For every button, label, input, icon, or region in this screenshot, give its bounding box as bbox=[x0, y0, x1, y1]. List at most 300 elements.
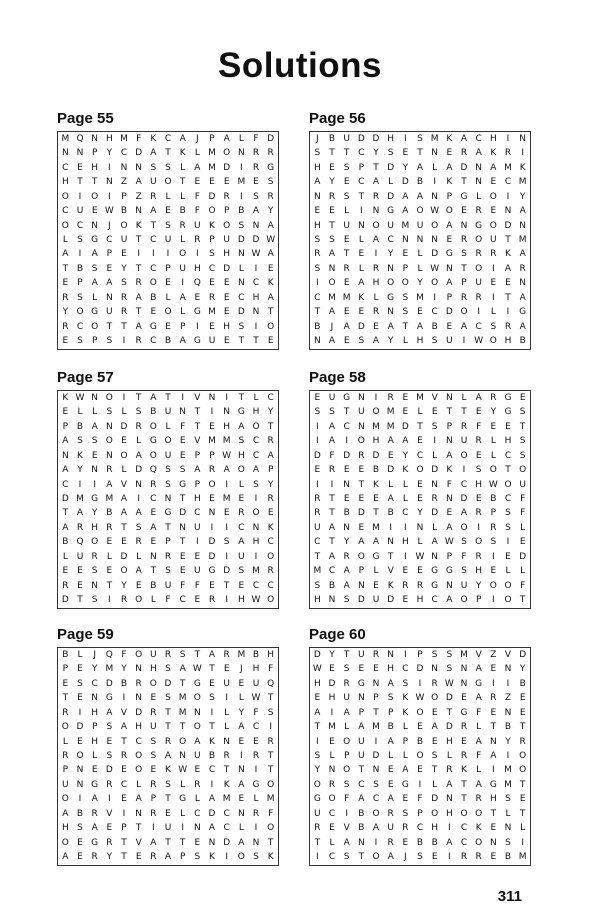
grid-letter: F bbox=[417, 794, 423, 805]
grid-letter: C bbox=[62, 479, 69, 490]
grid-letter: S bbox=[387, 693, 394, 704]
grid-letter: I bbox=[93, 479, 96, 490]
grid-letter: D bbox=[328, 678, 336, 689]
grid-letter: Q bbox=[149, 465, 157, 476]
grid-letter: L bbox=[165, 421, 171, 432]
grid-letter: U bbox=[164, 580, 172, 591]
grid-letter: D bbox=[237, 234, 245, 245]
grid-letter: I bbox=[433, 436, 436, 447]
grid-letter: N bbox=[91, 392, 99, 403]
grid-letter: R bbox=[150, 779, 157, 790]
grid-letter: I bbox=[492, 678, 495, 689]
grid-letter: T bbox=[505, 234, 511, 245]
grid-letter: I bbox=[225, 551, 228, 562]
grid-letter: N bbox=[76, 779, 84, 790]
grid-letter: T bbox=[358, 479, 365, 490]
grid-letter: G bbox=[193, 336, 201, 347]
grid-letter: N bbox=[504, 206, 512, 217]
grid-letter: D bbox=[223, 566, 231, 577]
grid-letter: E bbox=[209, 493, 215, 504]
grid-letter: I bbox=[506, 191, 510, 202]
grid-letter: S bbox=[77, 336, 83, 347]
grid-letter: U bbox=[164, 450, 172, 461]
grid-letter: A bbox=[387, 736, 394, 747]
grid-letter: U bbox=[208, 336, 216, 347]
grid-letter: R bbox=[372, 191, 380, 202]
grid-letter: T bbox=[121, 837, 127, 848]
grid-letter: Y bbox=[106, 852, 113, 863]
grid-letter: S bbox=[314, 750, 321, 761]
grid-letter: T bbox=[267, 307, 274, 318]
grid-letter: Q bbox=[76, 133, 84, 144]
grid-letter: C bbox=[194, 808, 201, 819]
grid-letter: E bbox=[223, 177, 230, 188]
grid-letter: M bbox=[372, 522, 380, 533]
grid-letter: C bbox=[504, 493, 512, 504]
grid-letter: S bbox=[91, 566, 98, 577]
grid-letter: A bbox=[343, 707, 350, 718]
grid-letter: G bbox=[208, 566, 216, 577]
grid-letter: D bbox=[431, 508, 439, 519]
grid-letter: D bbox=[164, 678, 172, 689]
grid-letter: D bbox=[460, 162, 468, 173]
grid-letter: Z bbox=[135, 191, 142, 202]
grid-letter: K bbox=[209, 220, 215, 231]
grid-letter: I bbox=[506, 750, 510, 761]
grid-letter: E bbox=[194, 292, 201, 303]
grid-letter: O bbox=[149, 421, 157, 432]
grid-letter: B bbox=[416, 837, 424, 848]
puzzle-panel bbox=[57, 625, 279, 866]
grid-letter: S bbox=[417, 133, 423, 144]
grid-letter: W bbox=[251, 249, 261, 260]
grid-letter: S bbox=[343, 162, 350, 173]
grid-letter: A bbox=[91, 823, 98, 834]
grid-letter: A bbox=[76, 508, 84, 519]
grid-letter: P bbox=[461, 278, 467, 289]
grid-letter: O bbox=[519, 750, 527, 761]
grid-letter: E bbox=[209, 580, 215, 591]
grid-letter: W bbox=[444, 537, 454, 548]
grid-letter: I bbox=[418, 779, 422, 790]
grid-letter: M bbox=[518, 852, 527, 863]
grid-letter: H bbox=[135, 722, 143, 733]
grid-letter: E bbox=[490, 278, 497, 289]
grid-letter: O bbox=[149, 278, 157, 289]
grid-letter: M bbox=[61, 133, 70, 144]
grid-letter: B bbox=[208, 750, 216, 761]
grid-letter: N bbox=[401, 234, 409, 245]
grid-letter: T bbox=[165, 722, 171, 733]
grid-letter: G bbox=[460, 707, 468, 718]
grid-letter: E bbox=[402, 837, 409, 848]
grid-letter: B bbox=[179, 206, 186, 217]
grid-letter: T bbox=[77, 595, 83, 606]
grid-letter: U bbox=[194, 522, 201, 533]
grid-letter: E bbox=[446, 148, 453, 159]
grid-letter: L bbox=[432, 779, 438, 790]
grid-letter: T bbox=[267, 693, 274, 704]
grid-letter: H bbox=[401, 537, 409, 548]
grid-letter: N bbox=[135, 479, 143, 490]
grid-letter: G bbox=[504, 392, 512, 403]
grid-letter: L bbox=[417, 407, 423, 418]
grid-letter: O bbox=[475, 808, 483, 819]
grid-letter: L bbox=[150, 595, 156, 606]
grid-letter: I bbox=[108, 162, 111, 173]
grid-letter: O bbox=[164, 307, 172, 318]
grid-letter: O bbox=[372, 220, 380, 231]
grid-letter: E bbox=[490, 206, 497, 217]
grid-letter: O bbox=[431, 220, 439, 231]
grid-letter: S bbox=[238, 220, 245, 231]
grid-letter: S bbox=[77, 436, 83, 447]
grid-letter: R bbox=[150, 852, 157, 863]
grid-letter: N bbox=[328, 765, 336, 776]
grid-letter: L bbox=[62, 736, 68, 747]
grid-letter: T bbox=[373, 707, 379, 718]
grid-letter: G bbox=[475, 678, 483, 689]
grid-letter: U bbox=[314, 522, 321, 533]
grid-letter: A bbox=[238, 779, 245, 790]
grid-letter: O bbox=[504, 595, 512, 606]
grid-letter: K bbox=[446, 177, 453, 188]
grid-letter: I bbox=[433, 177, 436, 188]
word-search-grid bbox=[57, 390, 279, 609]
grid-letter: H bbox=[267, 649, 275, 660]
grid-letter: A bbox=[328, 307, 336, 318]
grid-letter: C bbox=[358, 148, 365, 159]
grid-letter: E bbox=[490, 852, 497, 863]
grid-letter: A bbox=[91, 794, 98, 805]
grid-letter: N bbox=[179, 407, 187, 418]
grid-letter: O bbox=[372, 407, 380, 418]
grid-letter: E bbox=[62, 566, 69, 577]
grid-letter: L bbox=[194, 794, 200, 805]
grid-letter: R bbox=[460, 722, 468, 733]
grid-letter: O bbox=[61, 191, 69, 202]
grid-letter: E bbox=[91, 450, 98, 461]
grid-letter: N bbox=[357, 392, 365, 403]
grid-letter: F bbox=[476, 421, 482, 432]
grid-letter: A bbox=[208, 794, 216, 805]
grid-letter: I bbox=[316, 278, 319, 289]
grid-letter: I bbox=[225, 479, 228, 490]
grid-letter: E bbox=[106, 537, 113, 548]
grid-letter: S bbox=[91, 263, 98, 274]
grid-letter: A bbox=[62, 808, 69, 819]
grid-letter: W bbox=[430, 263, 440, 274]
grid-letter: F bbox=[121, 649, 127, 660]
grid-letter: S bbox=[461, 537, 467, 548]
grid-letter: M bbox=[120, 133, 128, 144]
grid-letter: R bbox=[62, 750, 69, 761]
grid-letter: R bbox=[387, 808, 394, 819]
grid-letter: W bbox=[430, 206, 440, 217]
grid-letter: A bbox=[62, 852, 69, 863]
grid-letter: N bbox=[489, 736, 497, 747]
grid-letter: W bbox=[251, 595, 261, 606]
grid-letter: C bbox=[267, 537, 274, 548]
grid-letter: G bbox=[445, 249, 453, 260]
grid-letter: B bbox=[62, 537, 69, 548]
grid-letter: T bbox=[121, 852, 127, 863]
grid-letter: L bbox=[253, 392, 259, 403]
grid-letter: G bbox=[445, 566, 453, 577]
grid-letter: R bbox=[402, 823, 409, 834]
grid-letter: A bbox=[120, 508, 128, 519]
grid-letter: L bbox=[373, 292, 379, 303]
grid-letter: E bbox=[165, 321, 171, 332]
grid-letter: Z bbox=[504, 693, 512, 704]
grid-letter: A bbox=[194, 465, 201, 476]
grid-letter: A bbox=[475, 693, 482, 704]
puzzle-panel bbox=[309, 625, 531, 866]
grid-letter: O bbox=[120, 566, 128, 577]
grid-letter: K bbox=[77, 450, 83, 461]
grid-letter: E bbox=[62, 278, 69, 289]
grid-letter: S bbox=[314, 263, 321, 274]
grid-letter: H bbox=[313, 595, 321, 606]
grid-letter: H bbox=[91, 736, 99, 747]
grid-letter: E bbox=[417, 566, 423, 577]
grid-letter: T bbox=[490, 722, 497, 733]
grid-letter: O bbox=[135, 649, 143, 660]
grid-letter: C bbox=[62, 162, 69, 173]
grid-letter: P bbox=[106, 249, 113, 260]
grid-letter: S bbox=[461, 566, 467, 577]
grid-letter: H bbox=[445, 808, 453, 819]
grid-letter: P bbox=[209, 133, 215, 144]
puzzle-label: Page 57 bbox=[57, 369, 114, 386]
grid-letter: A bbox=[179, 664, 186, 675]
grid-letter: S bbox=[343, 664, 350, 675]
grid-letter: Y bbox=[329, 177, 335, 188]
grid-letter: N bbox=[445, 392, 453, 403]
grid-letter: L bbox=[238, 693, 244, 704]
grid-letter: S bbox=[519, 436, 526, 447]
grid-letter: Y bbox=[267, 407, 274, 418]
grid-letter: U bbox=[164, 234, 172, 245]
grid-letter: I bbox=[462, 465, 466, 476]
grid-letter: L bbox=[388, 177, 394, 188]
grid-letter: E bbox=[106, 566, 113, 577]
puzzle-panel bbox=[57, 109, 279, 350]
grid-letter: T bbox=[135, 392, 142, 403]
grid-letter: D bbox=[105, 765, 113, 776]
grid-letter: C bbox=[504, 177, 512, 188]
grid-letter: E bbox=[150, 307, 157, 318]
grid-letter: S bbox=[209, 249, 215, 260]
grid-letter: T bbox=[194, 421, 201, 432]
grid-letter: M bbox=[504, 779, 512, 790]
grid-letter: I bbox=[166, 249, 170, 260]
grid-letter: S bbox=[431, 649, 438, 660]
grid-letter: B bbox=[328, 133, 336, 144]
grid-letter: E bbox=[150, 693, 157, 704]
grid-letter: R bbox=[372, 649, 380, 660]
grid-letter: A bbox=[328, 522, 336, 533]
grid-letter: H bbox=[445, 736, 453, 747]
grid-letter: S bbox=[490, 321, 497, 332]
grid-letter: B bbox=[519, 336, 526, 347]
grid-letter: N bbox=[135, 162, 143, 173]
grid-letter: E bbox=[77, 566, 83, 577]
grid-letter: R bbox=[194, 234, 201, 245]
grid-letter: R bbox=[490, 522, 497, 533]
grid-letter: S bbox=[446, 649, 453, 660]
grid-letter: M bbox=[460, 649, 468, 660]
grid-letter: U bbox=[416, 220, 424, 231]
grid-letter: T bbox=[446, 707, 453, 718]
grid-letter: S bbox=[267, 177, 274, 188]
grid-letter: O bbox=[120, 450, 128, 461]
grid-letter: E bbox=[431, 852, 438, 863]
grid-letter: K bbox=[165, 765, 171, 776]
grid-letter: E bbox=[490, 177, 497, 188]
grid-letter: B bbox=[76, 421, 84, 432]
grid-letter: N bbox=[387, 537, 395, 548]
grid-letter: H bbox=[416, 336, 424, 347]
grid-letter: O bbox=[61, 722, 69, 733]
grid-letter: U bbox=[343, 693, 350, 704]
grid-letter: C bbox=[179, 595, 186, 606]
grid-letter: E bbox=[343, 234, 350, 245]
grid-letter: B bbox=[387, 722, 394, 733]
grid-letter: P bbox=[267, 465, 274, 476]
grid-letter: A bbox=[402, 765, 409, 776]
grid-letter: U bbox=[460, 436, 468, 447]
grid-letter: E bbox=[417, 436, 423, 447]
grid-letter: C bbox=[416, 450, 424, 461]
grid-letter: O bbox=[193, 693, 201, 704]
grid-letter: R bbox=[91, 808, 98, 819]
grid-letter: I bbox=[330, 479, 334, 490]
grid-letter: C bbox=[238, 522, 245, 533]
grid-letter: Y bbox=[490, 407, 497, 418]
grid-letter: A bbox=[446, 779, 453, 790]
grid-letter: R bbox=[106, 779, 113, 790]
grid-letter: T bbox=[519, 779, 526, 790]
grid-letter: Y bbox=[417, 508, 423, 519]
grid-letter: I bbox=[521, 837, 524, 848]
grid-letter: E bbox=[431, 407, 438, 418]
grid-letter: O bbox=[357, 551, 365, 562]
grid-letter: A bbox=[62, 249, 69, 260]
grid-letter: O bbox=[223, 148, 231, 159]
grid-letter: O bbox=[237, 852, 245, 863]
grid-letter: S bbox=[475, 465, 482, 476]
grid-letter: O bbox=[475, 837, 483, 848]
grid-letter: A bbox=[475, 392, 482, 403]
grid-letter: I bbox=[477, 522, 480, 533]
grid-letter: E bbox=[343, 465, 350, 476]
grid-letter: L bbox=[446, 750, 452, 761]
grid-letter: F bbox=[136, 133, 142, 144]
grid-letter: N bbox=[208, 392, 216, 403]
grid-letter: E bbox=[238, 678, 245, 689]
grid-letter: S bbox=[431, 421, 438, 432]
grid-letter: L bbox=[520, 823, 526, 834]
grid-letter: U bbox=[194, 566, 201, 577]
grid-letter: G bbox=[252, 779, 260, 790]
grid-letter: A bbox=[135, 321, 142, 332]
grid-letter: C bbox=[164, 133, 172, 144]
grid-letter: D bbox=[357, 133, 365, 144]
grid-letter: R bbox=[223, 649, 230, 660]
grid-letter: V bbox=[475, 649, 482, 660]
grid-letter: T bbox=[165, 148, 171, 159]
grid-letter: C bbox=[314, 292, 321, 303]
grid-letter: R bbox=[135, 421, 142, 432]
grid-letter: I bbox=[330, 707, 334, 718]
grid-letter: S bbox=[358, 336, 365, 347]
grid-letter: I bbox=[225, 522, 228, 533]
grid-letter: E bbox=[121, 537, 127, 548]
grid-letter: R bbox=[164, 736, 172, 747]
grid-letter: R bbox=[519, 736, 526, 747]
grid-letter: W bbox=[266, 234, 276, 245]
grid-letter: U bbox=[475, 278, 482, 289]
grid-letter: E bbox=[121, 436, 127, 447]
grid-letter: U bbox=[314, 808, 321, 819]
grid-letter: E bbox=[121, 765, 127, 776]
grid-letter: S bbox=[253, 479, 259, 490]
grid-letter: Y bbox=[519, 191, 526, 202]
grid-letter: P bbox=[165, 263, 171, 274]
grid-letter: O bbox=[504, 580, 512, 591]
grid-letter: L bbox=[388, 750, 394, 761]
grid-letter: H bbox=[372, 436, 380, 447]
grid-letter: O bbox=[120, 220, 128, 231]
grid-letter: D bbox=[252, 234, 260, 245]
grid-letter: M bbox=[237, 649, 246, 660]
grid-letter: T bbox=[329, 493, 335, 504]
grid-letter: E bbox=[77, 837, 83, 848]
grid-letter: R bbox=[267, 148, 274, 159]
grid-letter: L bbox=[476, 722, 482, 733]
grid-letter: U bbox=[76, 551, 84, 562]
grid-letter: P bbox=[209, 234, 215, 245]
grid-letter: A bbox=[358, 722, 365, 733]
grid-letter: R bbox=[475, 249, 482, 260]
grid-letter: I bbox=[210, 407, 214, 418]
grid-letter: I bbox=[78, 249, 82, 260]
grid-letter: A bbox=[150, 522, 157, 533]
grid-letter: L bbox=[62, 234, 68, 245]
grid-letter: T bbox=[329, 220, 335, 231]
grid-letter: T bbox=[519, 595, 526, 606]
grid-letter: L bbox=[505, 566, 511, 577]
grid-letter: I bbox=[374, 837, 378, 848]
grid-letter: D bbox=[61, 595, 69, 606]
grid-letter: C bbox=[460, 837, 468, 848]
grid-letter: K bbox=[402, 693, 409, 704]
grid-letter: T bbox=[179, 177, 186, 188]
grid-letter: S bbox=[431, 750, 438, 761]
grid-letter: C bbox=[328, 852, 336, 863]
grid-letter: N bbox=[237, 249, 245, 260]
grid-letter: I bbox=[269, 722, 272, 733]
grid-letter: H bbox=[313, 678, 321, 689]
grid-letter: E bbox=[402, 566, 409, 577]
grid-letter: C bbox=[106, 234, 113, 245]
grid-letter: A bbox=[343, 837, 350, 848]
grid-letter: I bbox=[448, 823, 451, 834]
grid-letter: A bbox=[446, 450, 453, 461]
grid-letter: L bbox=[520, 522, 526, 533]
grid-letter: N bbox=[431, 148, 439, 159]
